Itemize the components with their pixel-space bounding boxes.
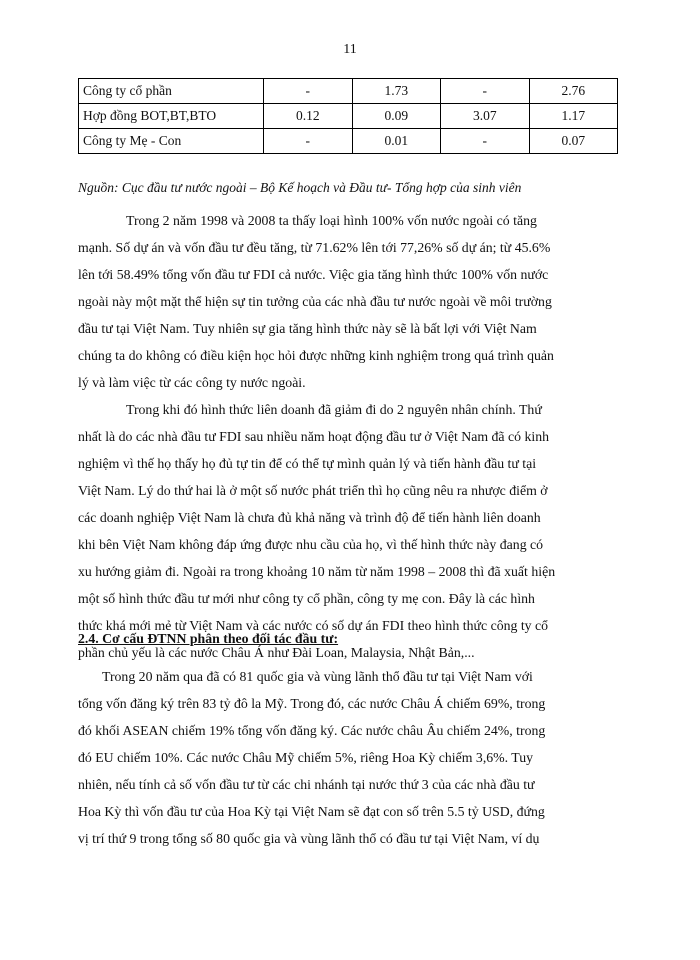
text-line: đó khối ASEAN chiếm 19% tổng vốn đăng ký. Các nước châu Âu chiếm 24%, trong — [78, 723, 546, 738]
table-cell-label: Công ty Mẹ - Con — [79, 129, 264, 154]
table-cell: 1.17 — [529, 104, 618, 129]
text-line: một số hình thức đầu tư mới như công ty cổ phần, công ty mẹ con. Đây là các hình — [78, 591, 535, 606]
text-line: các doanh nghiệp Việt Nam là chưa đủ khả năng và trình độ để tiến hành liên doanh — [78, 510, 541, 525]
paragraph-1 — [78, 207, 618, 396]
text-line: ngoài này một mặt thể hiện sự tin tưởng của các nhà đầu tư nước ngoài về môi trường — [78, 294, 552, 309]
text-line: nhiên, nếu tính cả số vốn đầu tư từ các chi nhánh tại nước thứ 3 của các nhà đầu tư — [78, 777, 535, 792]
table-row — [79, 79, 618, 104]
text-line: phần chủ yếu là các nước Châu Á như Đài Loan, Malaysia, Nhật Bản,... — [78, 645, 475, 660]
text-line: khi bên Việt Nam không đáp ứng được nhu cầu của họ, vì thế hình thức này đang có — [78, 537, 544, 552]
text-line: vị trí thứ 9 trong tổng số 80 quốc gia và vùng lãnh thổ có đầu tư tại Việt Nam, ví dụ — [78, 831, 540, 846]
table-row — [79, 104, 618, 129]
table-cell: 1.73 — [352, 79, 441, 104]
text-line: Trong 2 năm 1998 và 2008 ta thấy loại hình 100% vốn nước ngoài có tăng — [126, 213, 537, 228]
text-line: Hoa Kỳ thì vốn đầu tư của Hoa Kỳ tại Việt Nam sẽ đạt con số trên 5.5 tỷ USD, đứng — [78, 804, 545, 819]
text-line: lên tới 58.49% tổng vốn đầu tư FDI cả nước. Việc gia tăng hình thức 100% vốn nước — [78, 267, 549, 282]
text-line: xu hướng giảm đi. Ngoài ra trong khoảng 10 năm từ năm 1998 – 2008 thì đã xuất hiện — [78, 564, 556, 579]
text-line: chúng ta do không có điều kiện học hỏi được những kinh nghiệm trong quá trình quản — [78, 348, 554, 363]
table-source-note: Nguồn: Cục đầu tư nước ngoài – Bộ Kế hoạch và Đầu tư- Tổng hợp của sinh viên — [78, 180, 522, 195]
table-cell: - — [264, 79, 353, 104]
text-line: đó EU chiếm 10%. Các nước Châu Mỹ chiếm 5%, riêng Hoa Kỳ chiếm 3,6%. Tuy — [78, 750, 534, 765]
text-line: lý và làm việc từ các công ty nước ngoài. — [78, 375, 306, 390]
paragraph-3 — [78, 663, 618, 852]
text-line: nghiệm vì thế họ thấy họ đủ tự tin để có thể tự mình quản lý và tiến hành đầu tư tại — [78, 456, 537, 471]
table-cell: - — [441, 129, 530, 154]
table-cell: 0.09 — [352, 104, 441, 129]
table-cell: 2.76 — [529, 79, 618, 104]
fdi-table — [78, 78, 618, 154]
text-line: đầu tư tại Việt Nam. Tuy nhiên sự gia tăng hình thức này sẽ là bất lợi với Việt Nam — [78, 321, 537, 336]
table-cell-label: Hợp đồng BOT,BT,BTO — [79, 104, 264, 129]
text-line: thức khá mới mẻ từ Việt Nam và các nước có số dự án FDI theo hình thức công ty cổ — [78, 618, 549, 633]
text-line: Việt Nam. Lý do thứ hai là ở một số nước phát triển thì họ cũng nêu ra nhược điểm ở — [78, 483, 548, 498]
section-heading: 2.4. Cơ cấu ĐTNN phân theo đối tác đầu tư: — [78, 631, 339, 646]
table-cell: 0.01 — [352, 129, 441, 154]
table-row — [79, 129, 618, 154]
page-number: 11 — [343, 42, 357, 57]
table-cell: 0.12 — [264, 104, 353, 129]
table-cell: 0.07 — [529, 129, 618, 154]
table-cell: 3.07 — [441, 104, 530, 129]
table-cell-label: Công ty cổ phần — [79, 79, 264, 104]
text-line: tổng vốn đăng ký trên 83 tỷ đô la Mỹ. Trong đó, các nước Châu Á chiếm 69%, trong — [78, 696, 546, 711]
table-cell: - — [441, 79, 530, 104]
text-line: Trong 20 năm qua đã có 81 quốc gia và vùng lãnh thổ đầu tư tại Việt Nam với — [102, 669, 533, 684]
paragraph-2 — [78, 396, 618, 666]
text-line: mạnh. Số dự án và vốn đầu tư đều tăng, từ 71.62% lên tới 77,26% số dự án; từ 45.6% — [78, 240, 551, 255]
text-line: Trong khi đó hình thức liên doanh đã giảm đi do 2 nguyên nhân chính. Thứ — [126, 402, 542, 417]
text-line: nhất là do các nhà đầu tư FDI sau nhiều năm hoạt động đầu tư ở Việt Nam đã có kinh — [78, 429, 549, 444]
table-cell: - — [264, 129, 353, 154]
